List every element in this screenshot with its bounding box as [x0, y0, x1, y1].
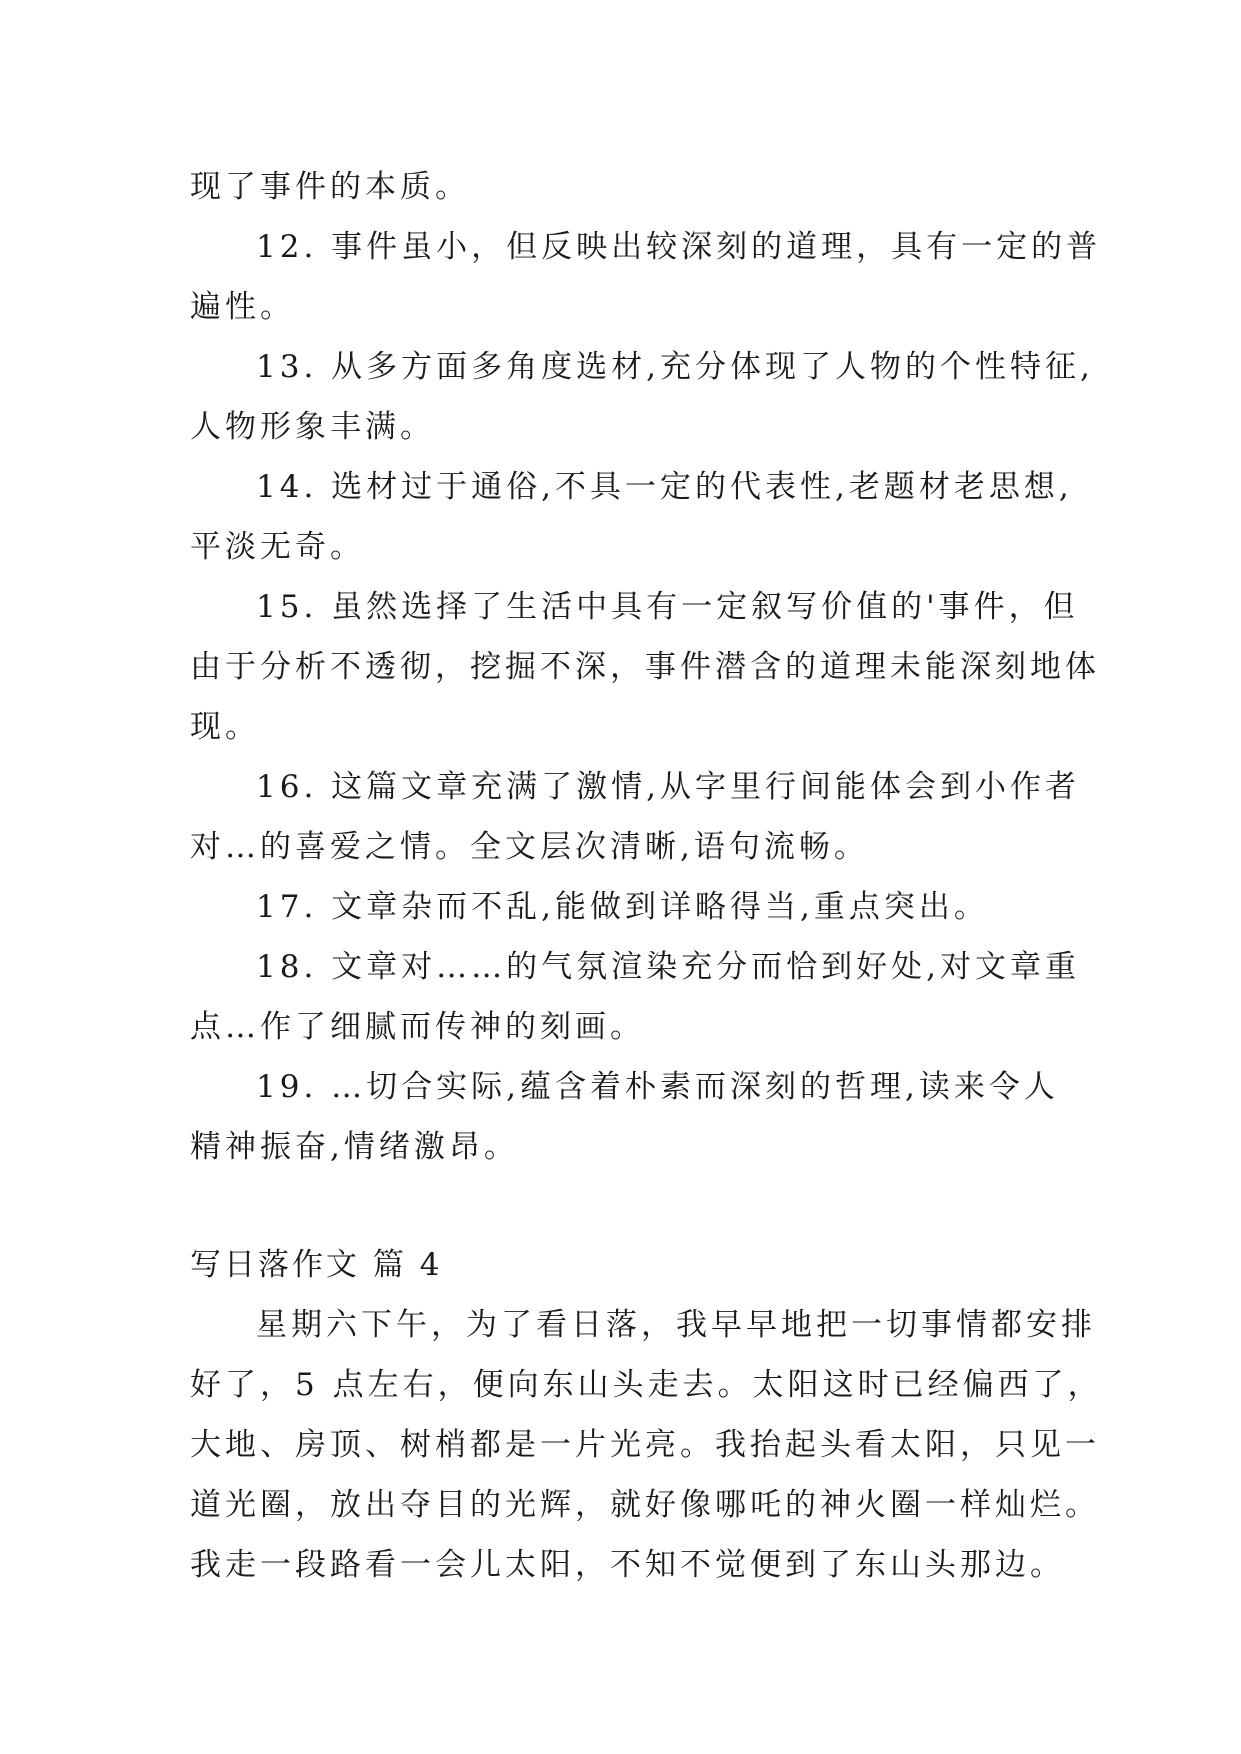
- text-line: 平淡无奇。: [190, 529, 365, 565]
- paragraph-line: 星期六下午，为了看日落，我早早地把一切事情都安排: [256, 1307, 1096, 1343]
- section-heading: 写日落作文 篇 4: [190, 1247, 443, 1283]
- list-item-16: 16. 这篇文章充满了激情,从字里行间能体会到小作者: [256, 769, 1081, 805]
- text-line: 现了事件的本质。: [190, 169, 470, 205]
- list-item-13: 13. 从多方面多角度选材,充分体现了人物的个性特征,: [256, 349, 1094, 385]
- list-item-19: 19. …切合实际,蕴含着朴素而深刻的哲理,读来令人: [256, 1069, 1059, 1105]
- list-item-12: 12. 事件虽小，但反映出较深刻的道理，具有一定的普: [256, 229, 1102, 265]
- paragraph-line: 好了，5 点左右，便向东山头走去。太阳这时已经偏西了，: [190, 1367, 1103, 1403]
- text-line: 对…的喜爱之情。全文层次清晰,语句流畅。: [190, 829, 869, 865]
- paragraph-line: 道光圈，放出夺目的光辉，就好像哪吒的神火圈一样灿烂。: [190, 1487, 1100, 1523]
- paragraph-line: 我走一段路看一会儿太阳，不知不觉便到了东山头那边。: [190, 1547, 1065, 1583]
- text-line: 人物形象丰满。: [190, 409, 435, 445]
- list-item-15: 15. 虽然选择了生活中具有一定叙写价值的'事件，但: [256, 589, 1079, 625]
- text-line: 点…作了细腻而传神的刻画。: [190, 1009, 645, 1045]
- text-line: 遍性。: [190, 289, 295, 325]
- text-line: 由于分析不透彻，挖掘不深，事件潜含的道理未能深刻地体: [190, 649, 1100, 685]
- text-line: 现。: [190, 709, 260, 745]
- text-line: 精神振奋,情绪激昂。: [190, 1129, 519, 1165]
- list-item-18: 18. 文章对……的气氛渲染充分而恰到好处,对文章重: [256, 949, 1081, 985]
- paragraph-line: 大地、房顶、树梢都是一片光亮。我抬起头看太阳，只见一: [190, 1427, 1100, 1463]
- list-item-14: 14. 选材过于通俗,不具一定的代表性,老题材老思想,: [256, 469, 1073, 505]
- list-item-17: 17. 文章杂而不乱,能做到详略得当,重点突出。: [256, 889, 989, 925]
